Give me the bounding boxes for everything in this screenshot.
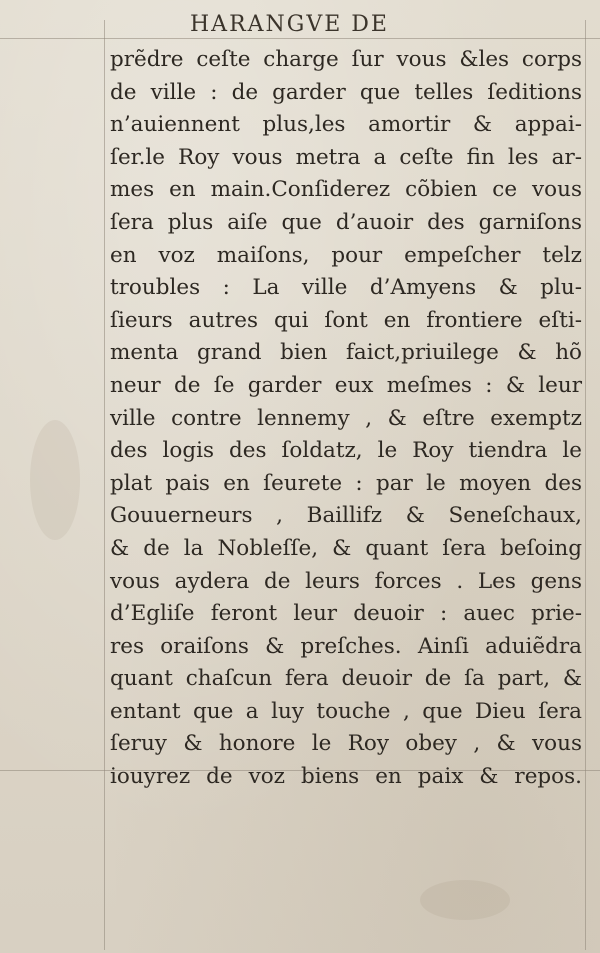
running-title: HARANGVE DE xyxy=(190,12,389,37)
margin-rule-right xyxy=(585,20,586,950)
text-line: ſera plus aiſe que d’auoir des garniſons xyxy=(110,209,582,235)
paper-stain xyxy=(30,420,80,540)
paper-stain xyxy=(420,880,510,920)
text-line: ſeruy & honore le Roy obey , & vous xyxy=(110,731,582,757)
text-line: & de la Nobleſſe, & quant ſera beſoing xyxy=(110,535,582,561)
text-line: de ville : de garder que telles ſeditions xyxy=(110,79,582,105)
text-line: n’auiennent plus,les amortir & appai- xyxy=(110,112,582,138)
text-line: iouyrez de voz biens en paix & repos. xyxy=(110,764,582,790)
text-line: vous aydera de leurs forces . Les gens xyxy=(110,568,582,594)
text-line: entant que a luy touche , que Dieu ſera xyxy=(110,698,582,724)
text-line: ſer.le Roy vous metra a ceſte fin les ar- xyxy=(110,144,582,170)
margin-rule-top xyxy=(0,38,600,39)
text-line: quant chaſcun fera deuoir de ſa part, & xyxy=(110,666,582,692)
text-line: mes en main.Conſiderez cõbien ce vous xyxy=(110,177,582,203)
text-line: ſieurs autres qui ſont en frontiere eſti- xyxy=(110,307,582,333)
text-line: res oraiſons & preſches. Ainſi aduiẽdra xyxy=(110,633,582,659)
text-line: en voz maiſons, pour empeſcher telz xyxy=(110,242,582,268)
text-line: neur de ſe garder eux meſmes : & leur xyxy=(110,372,582,398)
text-line: troubles : La ville d’Amyens & plu- xyxy=(110,275,582,301)
text-line: d’Egliſe feront leur deuoir : auec prie- xyxy=(110,601,582,627)
text-line: des logis des ſoldatz, le Roy tiendra le xyxy=(110,438,582,464)
text-line: prẽdre ceſte charge ſur vous &les corps xyxy=(110,47,582,72)
body-text xyxy=(110,44,582,794)
text-line: Gouuerneurs , Baillifz & Seneſchaux, xyxy=(110,503,582,529)
text-line: ville contre lennemy , & eſtre exemptz xyxy=(110,405,582,431)
text-line: menta grand bien faict,priuilege & hõ xyxy=(110,340,582,366)
margin-rule-left xyxy=(104,20,105,950)
text-line: plat pais en ſeurete : par le moyen des xyxy=(110,470,582,496)
